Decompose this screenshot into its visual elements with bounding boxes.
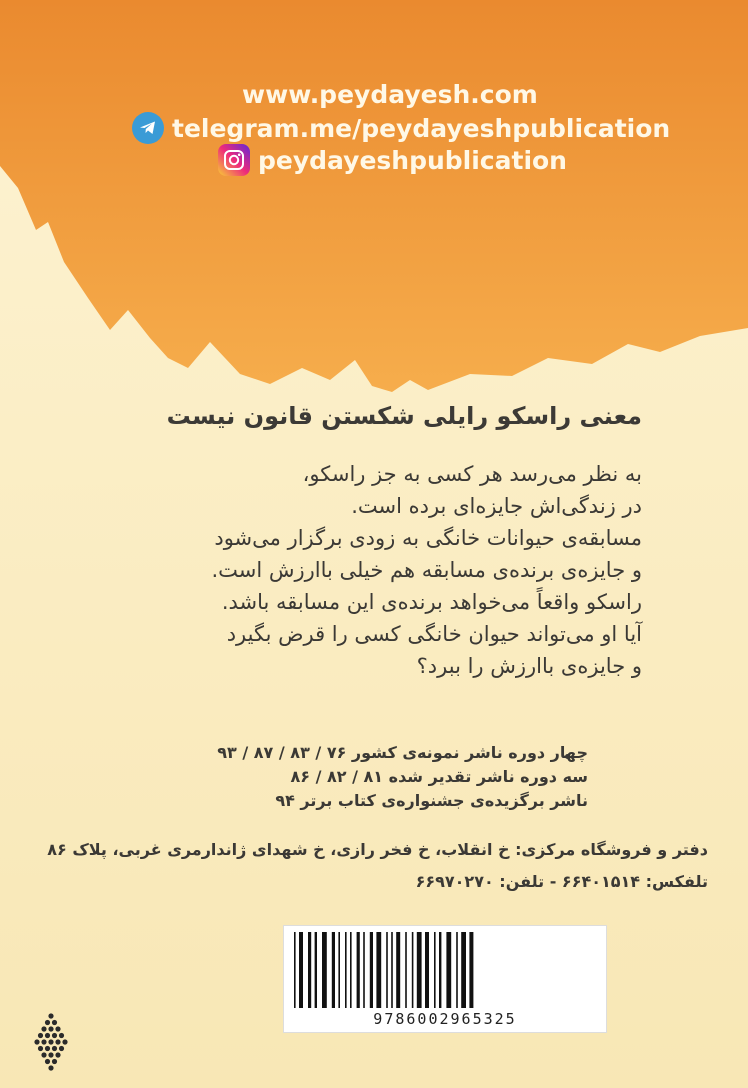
website-row[interactable] <box>242 80 538 109</box>
logo-dot <box>45 1033 50 1038</box>
logo-dot <box>59 1046 64 1051</box>
logo-dot <box>41 1052 46 1057</box>
instagram-row[interactable] <box>218 144 567 176</box>
website-link[interactable]: www.peydayesh.com <box>242 80 538 109</box>
logo-dot <box>59 1033 64 1038</box>
telegram-row[interactable] <box>132 112 670 144</box>
barcode-bar <box>434 932 436 1008</box>
publisher-address <box>28 834 708 898</box>
publisher-logo-icon <box>28 1012 74 1074</box>
logo-dot <box>52 1059 57 1064</box>
synopsis-line: در زندگی‌اش جایزه‌ای برده است. <box>351 494 642 518</box>
award-line: سه دوره ناشر تقدیر شده ۸۱ / ۸۲ / ۸۶ <box>290 767 588 786</box>
synopsis-line: و جایزه‌ی برنده‌ی مسابقه هم خیلی باارزش است. <box>211 558 642 582</box>
orange-header-band <box>0 0 748 460</box>
logo-dot <box>45 1059 50 1064</box>
barcode-bar <box>439 932 441 1008</box>
barcode-bar <box>391 932 393 1008</box>
barcode-bar <box>322 932 327 1008</box>
barcode-bars <box>290 932 600 1008</box>
barcode-bar <box>350 932 352 1008</box>
telegram-icon <box>132 112 164 144</box>
logo-dot <box>62 1039 67 1044</box>
isbn-barcode <box>283 925 607 1033</box>
barcode-bar <box>396 932 400 1008</box>
barcode-bar <box>299 932 303 1008</box>
isbn-number: 9786002965325 <box>373 1010 517 1028</box>
barcode-bar <box>376 932 381 1008</box>
instagram-icon <box>218 144 250 176</box>
barcode-bar <box>469 932 473 1008</box>
award-line: چهار دوره ناشر نمونه‌ی کشور ۷۶ / ۸۳ / ۸۷ / ۹۳ <box>217 743 588 762</box>
logo-dot <box>38 1033 43 1038</box>
logo-dot <box>45 1046 50 1051</box>
barcode-bar <box>425 932 429 1008</box>
barcode-bar <box>338 932 340 1008</box>
logo-dot <box>55 1052 60 1057</box>
logo-dot <box>48 1013 53 1018</box>
barcode-bar <box>461 932 466 1008</box>
synopsis-line: مسابقه‌ی حیوانات خانگی به زودی برگزار می‌شود <box>214 526 642 550</box>
barcode-bar <box>412 932 414 1008</box>
barcode-bar <box>357 932 360 1008</box>
barcode-bar <box>405 932 407 1008</box>
logo-dot <box>52 1020 57 1025</box>
logo-dot <box>48 1065 53 1070</box>
publisher-awards <box>88 741 588 813</box>
barcode-bar <box>370 932 373 1008</box>
barcode-bar <box>363 932 365 1008</box>
synopsis-line: و جایزه‌ی باارزش را ببرد؟ <box>416 654 642 678</box>
synopsis-line: به نظر می‌رسد هر کسی به جز راسکو، <box>302 462 642 486</box>
logo-dot <box>52 1033 57 1038</box>
barcode-bar <box>294 932 296 1008</box>
logo-dot <box>55 1026 60 1031</box>
book-title: معنی راسکو رایلی شکستن قانون نیست <box>166 402 642 430</box>
logo-dot <box>41 1039 46 1044</box>
logo-dot <box>38 1046 43 1051</box>
barcode-bar <box>446 932 451 1008</box>
logo-dot <box>45 1020 50 1025</box>
logo-dot <box>48 1052 53 1057</box>
barcode-bar <box>315 932 317 1008</box>
barcode-bar <box>332 932 335 1008</box>
barcode-bar <box>417 932 422 1008</box>
barcode-bar <box>386 932 388 1008</box>
barcode-bar <box>345 932 347 1008</box>
barcode-bar <box>456 932 458 1008</box>
phone-line: تلفکس: ۶۶۴۰۱۵۱۴ - تلفن: ۶۶۹۷۰۲۷۰ <box>415 872 708 891</box>
logo-dot <box>48 1026 53 1031</box>
address-line: دفتر و فروشگاه مرکزی: خ انقلاب، خ فخر رازی، خ شهدای ژاندارمری غربی، پلاک ۸۶ <box>47 840 708 859</box>
synopsis-line: آیا او می‌تواند حیوان خانگی کسی را قرض بگیرد <box>226 622 642 646</box>
telegram-link[interactable]: telegram.me/peydayeshpublication <box>172 113 671 143</box>
logo-dot <box>41 1026 46 1031</box>
logo-dot <box>34 1039 39 1044</box>
barcode-bar <box>308 932 311 1008</box>
logo-dot <box>55 1039 60 1044</box>
logo-dot <box>52 1046 57 1051</box>
logo-dot <box>48 1039 53 1044</box>
award-line: ناشر برگزیده‌ی جشنواره‌ی کتاب برتر ۹۴ <box>275 791 588 810</box>
synopsis-line: راسکو واقعاً می‌خواهد برنده‌ی این مسابقه باشد. <box>221 590 642 614</box>
synopsis <box>82 458 642 682</box>
instagram-link[interactable]: peydayeshpublication <box>258 145 567 175</box>
